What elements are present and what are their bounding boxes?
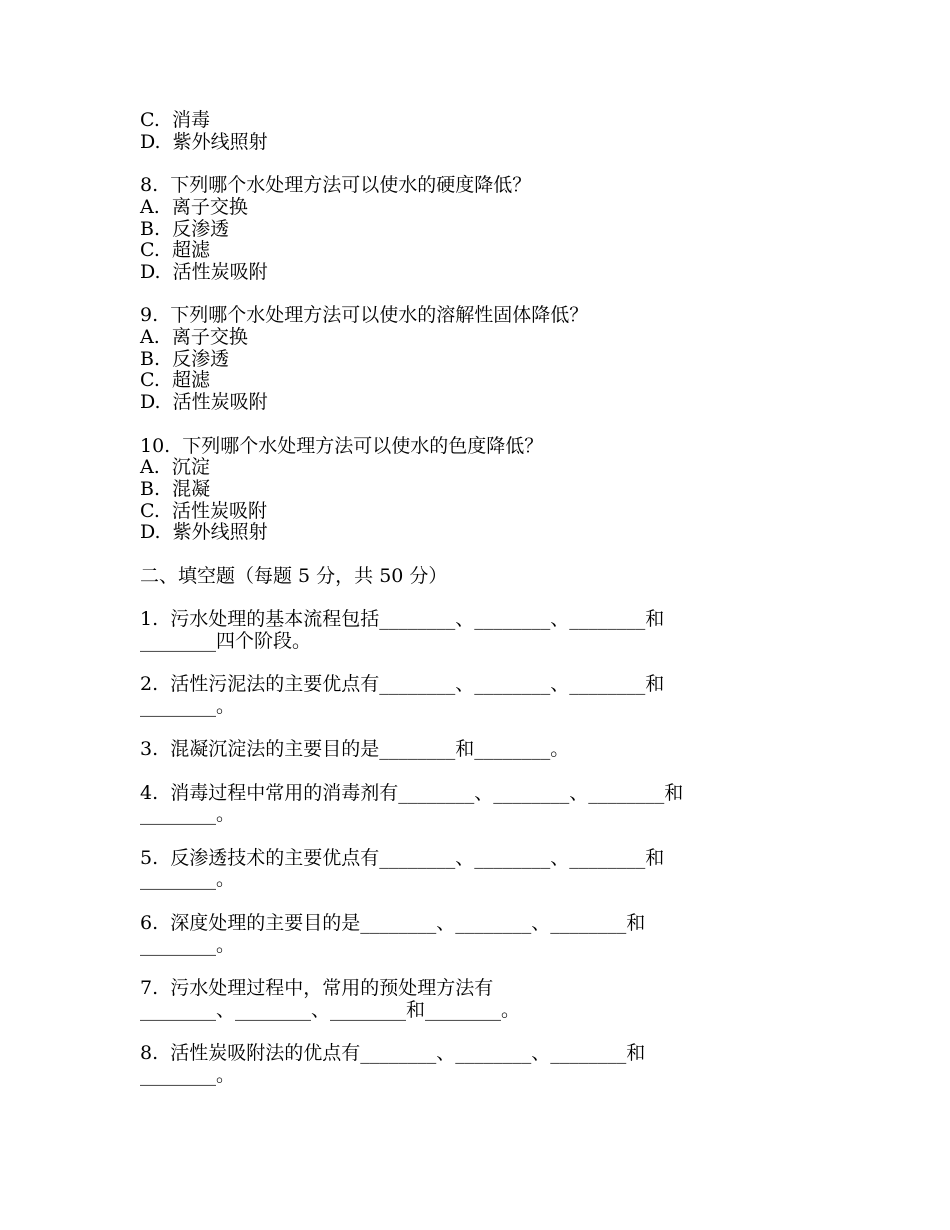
fill-blank-line: ________。 [140,803,236,826]
fill-blank-7 [140,978,800,1021]
fill-blank-line: 1. 污水处理的基本流程包括________、________、________和 [140,608,665,631]
fill-blank-line: ________。 [140,868,236,891]
option-item: D. 活性炭吸附 [140,260,268,283]
option-item: B. 反渗透 [140,217,230,240]
fill-blank-4 [140,783,800,826]
question-stem: 8. 下列哪个水处理方法可以使水的硬度降低？ [140,174,532,197]
fill-blank-2 [140,674,800,717]
fill-blank-line: ________。 [140,1063,236,1086]
fill-blank-1 [140,609,800,652]
option-item: C. 超滤 [140,369,210,392]
option-item: B. 混凝 [140,477,211,500]
fill-blank-line: 6. 深度处理的主要目的是________、________、________和 [140,911,646,934]
fill-blank-3 [140,739,800,761]
fill-blank-line: 2. 活性污泥法的主要优点有________、________、________和 [140,673,665,696]
document-page [140,110,800,1086]
question-9 [140,305,800,414]
fill-blank-line: ________。 [140,694,236,717]
section-heading: 二、填空题（每题 5 分，共 50 分） [140,564,448,587]
question-10 [140,436,800,545]
fill-blank-8 [140,1043,800,1086]
option-item: C. 活性炭吸附 [140,499,267,522]
option-item: C. 消毒 [140,109,210,131]
question-stem: 10. 下列哪个水处理方法可以使水的色度降低？ [140,434,544,457]
fill-blank-line: 7. 污水处理过程中，常用的预处理方法有 [140,976,494,999]
fill-blank-6 [140,913,800,956]
fill-blank-line: 4. 消毒过程中常用的消毒剂有________、________、________和 [140,781,684,804]
fill-blank-line: 3. 混凝沉淀法的主要目的是________和________。 [140,738,570,761]
option-item: D. 活性炭吸附 [140,391,268,414]
fill-blank-line: 8. 活性炭吸附法的优点有________、________、________和 [140,1042,646,1065]
fill-blank-5 [140,848,800,891]
option-item: A. 沉淀 [140,456,210,479]
option-item: B. 反渗透 [140,347,230,370]
fill-blank-line: ________四个阶段。 [140,629,312,652]
fill-blank-line: 5. 反渗透技术的主要优点有________、________、________和 [140,846,665,869]
fill-blank-line: ________、________、________和________。 [140,998,521,1021]
fill-blank-line: ________。 [140,933,236,956]
question-8 [140,175,800,284]
question-stem: 9. 下列哪个水处理方法可以使水的溶解性固体降低？ [140,304,589,327]
option-item: A. 离子交换 [140,326,248,348]
option-item: D. 紫外线照射 [140,130,268,153]
option-item: C. 超滤 [140,239,210,262]
option-item: D. 紫外线照射 [140,521,268,544]
option-item: A. 离子交换 [140,195,248,218]
